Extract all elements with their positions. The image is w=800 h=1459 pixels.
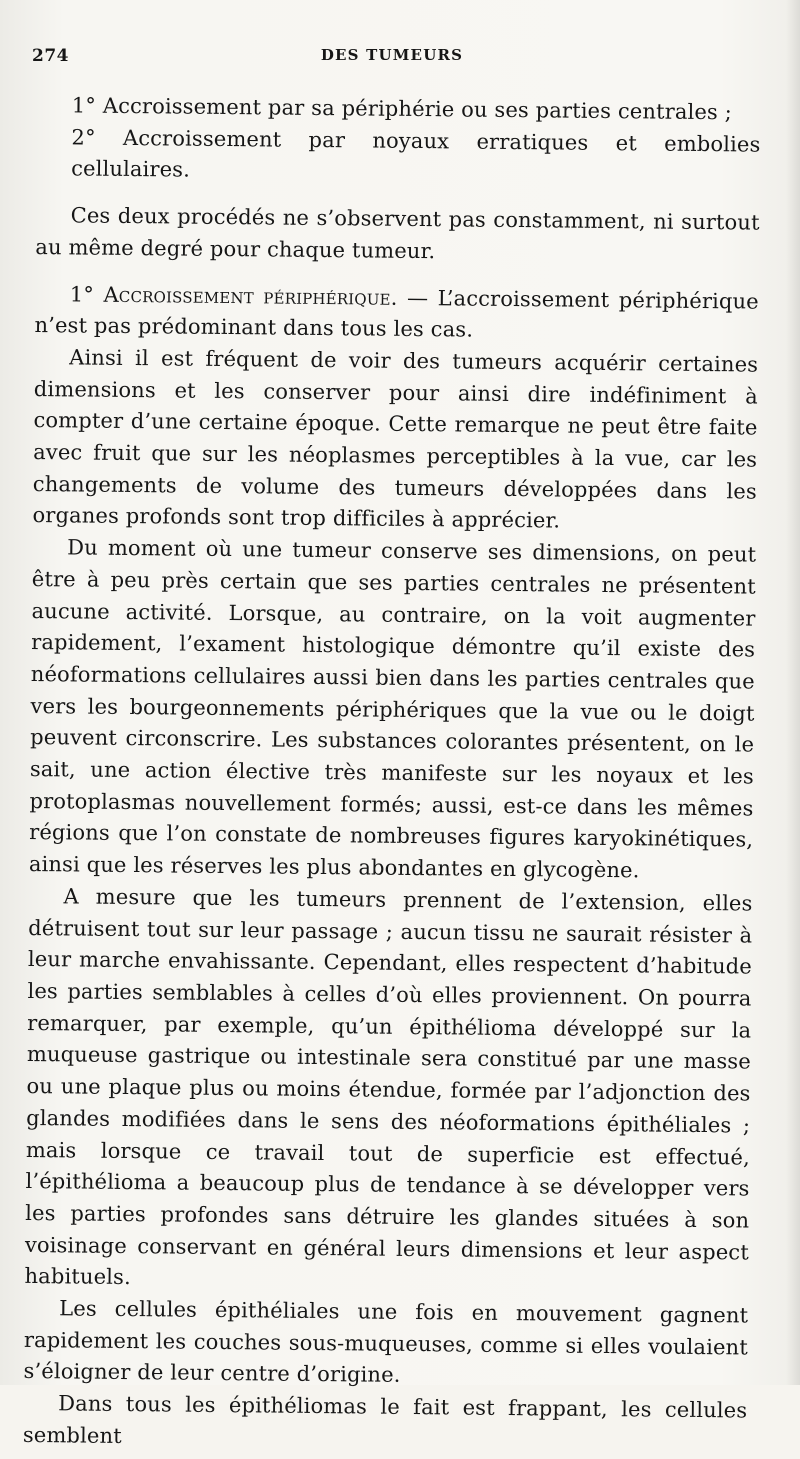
paragraph: Dans tous les épithéliomas le fait est frappant, les cellules semblent xyxy=(22,1391,748,1448)
paragraph: Ces deux procédés ne s’observent pas constamment, ni surtout au même degré pour chaque tumeur. xyxy=(35,203,760,263)
section-paragraph xyxy=(34,279,759,350)
page-number: 274 xyxy=(32,46,69,66)
list-item: 2° Accroissement par noyaux erratiques et embolies cellulaires. xyxy=(71,125,761,183)
list-item: 1° Accroissement par sa périphérie ou ses parties centrales ; xyxy=(71,93,733,125)
page-header xyxy=(32,46,752,70)
running-head: DES TUMEURS xyxy=(320,46,464,64)
section-heading: 1° Accroissement périphérique. xyxy=(69,281,398,310)
paragraph: A mesure que les tumeurs prennent de l’extension, elles détruisent tout sur leur passage ; aucun tissu ne saurait résister à leur marche envahissante. Cependant, elles respectent d’habitude les parties semblables à celles d’où elles proviennent. On pourra remarquer, par exemple, qu’un épithélioma développé sur la muqueuse gastrique ou intestinale sera constitué par une masse ou une plaque plus ou moins étendue, formée par l’adjonction des glandes modifiées dans le sens des néoformations épithéliales ; mais lorsque ce travail tout de superficie est effectué, l’épithélioma a beaucoup plus de tendance à se développer vers les parties profondes sans détruire les glandes situées à son voisinage conservant en général leurs dimensions et leur aspect habituels. xyxy=(24,884,753,1290)
paragraph: Du moment où une tumeur conserve ses dimensions, on peut être à peu près certain que ses parties centrales ne présentent aucune activité. Lorsque, au contraire, on la voit augmenter rapidement, l’exament histologique démontre qu’il existe des néoformations cellulaires aussi bien dans les parties centrales que vers les bourgeonnements périphériques que la vue ou le doigt peuvent circonscrire. Les substances colorantes présentent, on le sait, une action élective très manifeste sur les noyaux et les protoplasmas nouvellement formés; aussi, est-ce dans les mêmes régions que l’on constate de nombreuses figures karyokinétiques, ainsi que les réserves les plus abondantes en glycogène. xyxy=(28,535,757,883)
paragraph: Les cellules épithéliales une fois en mouvement gagnent rapidement les couches sous-muqueuses, comme si elles voulaient s’éloigner de leur centre d’origine. xyxy=(23,1296,749,1388)
page-edge-shadow xyxy=(786,0,800,1385)
paragraph: Ainsi il est fréquent de voir des tumeurs acquérir certaines dimensions et les conserver pour ainsi dire indéfiniment à compter d’une certaine époque. Cette remarque ne peut être faite avec fruit que sur les néoplasmes perceptibles à la vue, car les changements de volume des tumeurs développées dans les organes profonds sont trop difficiles à apprécier. xyxy=(32,345,759,533)
section-text: — L’accroissement périphérique n’est pas prédominant dans tous les cas. xyxy=(34,285,759,342)
body-text xyxy=(23,90,761,1459)
